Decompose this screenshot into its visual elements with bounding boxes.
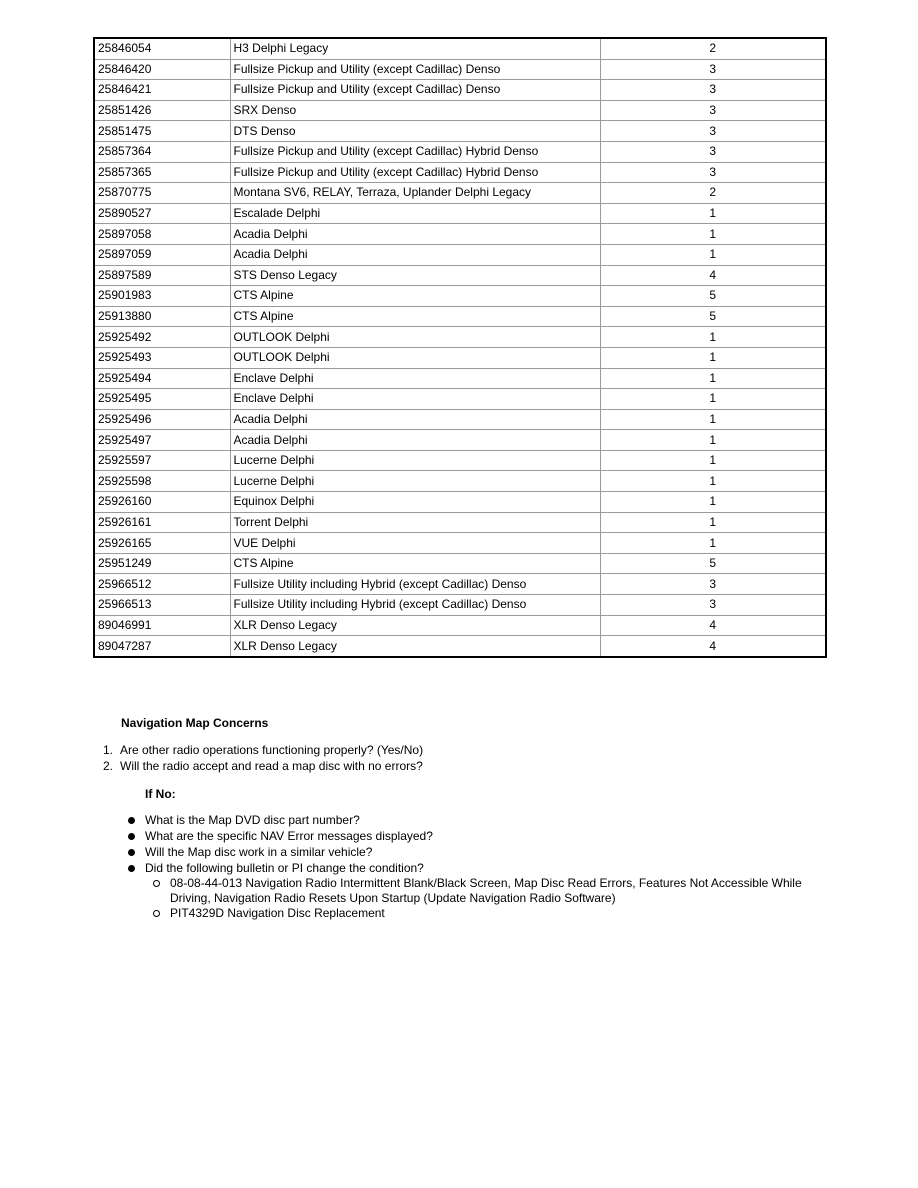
part-number-cell: 25951249 — [94, 553, 230, 574]
bullet-icon — [128, 865, 135, 872]
table-row — [94, 368, 826, 389]
description-cell: STS Denso Legacy — [230, 265, 600, 286]
description-cell: Fullsize Pickup and Utility (except Cadillac) Denso — [230, 80, 600, 101]
description-cell: VUE Delphi — [230, 533, 600, 554]
if-no-label: If No: — [145, 787, 176, 801]
table-row — [94, 327, 826, 348]
part-number-cell: 25857365 — [94, 162, 230, 183]
description-cell: Equinox Delphi — [230, 492, 600, 513]
table-row — [94, 574, 826, 595]
part-number-cell: 25851426 — [94, 100, 230, 121]
question-text: Will the radio accept and read a map disc with no errors? — [120, 759, 423, 773]
table-row — [94, 183, 826, 204]
parts-table — [93, 37, 827, 658]
description-cell: Lucerne Delphi — [230, 471, 600, 492]
table-row — [94, 595, 826, 616]
part-number-cell: 25966512 — [94, 574, 230, 595]
table-row — [94, 471, 826, 492]
hollow-bullet-icon — [153, 910, 160, 917]
description-cell: Acadia Delphi — [230, 244, 600, 265]
quantity-cell: 5 — [600, 286, 826, 307]
table-row — [94, 512, 826, 533]
table-row — [94, 203, 826, 224]
sub-items-list — [145, 876, 918, 921]
quantity-cell: 4 — [600, 636, 826, 657]
table-row — [94, 636, 826, 657]
description-cell: XLR Denso Legacy — [230, 636, 600, 657]
table-row — [94, 244, 826, 265]
description-cell: OUTLOOK Delphi — [230, 347, 600, 368]
part-number-cell: 25846054 — [94, 38, 230, 59]
description-cell: Escalade Delphi — [230, 203, 600, 224]
description-cell: Fullsize Pickup and Utility (except Cadillac) Hybrid Denso — [230, 141, 600, 162]
parts-table-body — [94, 38, 826, 657]
description-cell: Acadia Delphi — [230, 409, 600, 430]
quantity-cell: 2 — [600, 38, 826, 59]
table-row — [94, 347, 826, 368]
part-number-cell: 25901983 — [94, 286, 230, 307]
question-item — [0, 742, 423, 758]
quantity-cell: 3 — [600, 574, 826, 595]
check-text: Will the Map disc work in a similar vehicle? — [145, 845, 373, 859]
part-number-cell: 25925497 — [94, 430, 230, 451]
quantity-cell: 3 — [600, 121, 826, 142]
quantity-cell: 1 — [600, 512, 826, 533]
check-text: What is the Map DVD disc part number? — [145, 813, 360, 827]
hollow-bullet-icon — [153, 880, 160, 887]
part-number-cell: 89046991 — [94, 615, 230, 636]
quantity-cell: 3 — [600, 100, 826, 121]
part-number-cell: 25926161 — [94, 512, 230, 533]
check-item — [0, 812, 918, 828]
table-row — [94, 615, 826, 636]
part-number-cell: 25890527 — [94, 203, 230, 224]
check-text: What are the specific NAV Error messages displayed? — [145, 829, 433, 843]
question-number: 1. — [103, 743, 114, 757]
part-number-cell: 25846421 — [94, 80, 230, 101]
quantity-cell: 1 — [600, 347, 826, 368]
description-cell: Fullsize Pickup and Utility (except Cadillac) Hybrid Denso — [230, 162, 600, 183]
section-heading: Navigation Map Concerns — [121, 716, 269, 730]
part-number-cell: 25925492 — [94, 327, 230, 348]
description-cell: Fullsize Pickup and Utility (except Cadillac) Denso — [230, 59, 600, 80]
quantity-cell: 5 — [600, 553, 826, 574]
table-row — [94, 141, 826, 162]
description-cell: CTS Alpine — [230, 286, 600, 307]
part-number-cell: 25897589 — [94, 265, 230, 286]
part-number-cell: 25897059 — [94, 244, 230, 265]
description-cell: Montana SV6, RELAY, Terraza, Uplander Delphi Legacy — [230, 183, 600, 204]
description-cell: XLR Denso Legacy — [230, 615, 600, 636]
table-row — [94, 389, 826, 410]
bullet-icon — [128, 833, 135, 840]
part-number-cell: 25857364 — [94, 141, 230, 162]
quantity-cell: 1 — [600, 533, 826, 554]
quantity-cell: 1 — [600, 492, 826, 513]
checks-list — [0, 812, 918, 921]
part-number-cell: 25851475 — [94, 121, 230, 142]
table-row — [94, 450, 826, 471]
question-text: Are other radio operations functioning properly? (Yes/No) — [120, 743, 424, 757]
quantity-cell: 1 — [600, 244, 826, 265]
quantity-cell: 1 — [600, 450, 826, 471]
part-number-cell: 25926165 — [94, 533, 230, 554]
part-number-cell: 25925494 — [94, 368, 230, 389]
sub-item-text: 08-08-44-013 Navigation Radio Intermittent Blank/Black Screen, Map Disc Read Errors, Features Not Accessible While Driving, Navigation Radio Resets Upon Startup (Update Navigation Radio Software) — [170, 876, 802, 905]
table-row — [94, 162, 826, 183]
quantity-cell: 3 — [600, 59, 826, 80]
table-row — [94, 80, 826, 101]
part-number-cell: 25925496 — [94, 409, 230, 430]
table-row — [94, 409, 826, 430]
table-row — [94, 553, 826, 574]
part-number-cell: 25925493 — [94, 347, 230, 368]
table-row — [94, 100, 826, 121]
part-number-cell: 25870775 — [94, 183, 230, 204]
part-number-cell: 25925598 — [94, 471, 230, 492]
table-row — [94, 492, 826, 513]
table-row — [94, 265, 826, 286]
table-row — [94, 121, 826, 142]
table-row — [94, 59, 826, 80]
quantity-cell: 3 — [600, 141, 826, 162]
part-number-cell: 25913880 — [94, 306, 230, 327]
table-row — [94, 430, 826, 451]
table-row — [94, 38, 826, 59]
quantity-cell: 3 — [600, 162, 826, 183]
bullet-icon — [128, 817, 135, 824]
sub-item — [145, 876, 820, 906]
part-number-cell: 25846420 — [94, 59, 230, 80]
description-cell: Enclave Delphi — [230, 389, 600, 410]
sub-item — [145, 906, 820, 921]
quantity-cell: 4 — [600, 615, 826, 636]
description-cell: Acadia Delphi — [230, 224, 600, 245]
part-number-cell: 89047287 — [94, 636, 230, 657]
table-row — [94, 306, 826, 327]
quantity-cell: 5 — [600, 306, 826, 327]
quantity-cell: 1 — [600, 430, 826, 451]
quantity-cell: 3 — [600, 595, 826, 616]
description-cell: Acadia Delphi — [230, 430, 600, 451]
description-cell: SRX Denso — [230, 100, 600, 121]
description-cell: Fullsize Utility including Hybrid (except Cadillac) Denso — [230, 574, 600, 595]
quantity-cell: 4 — [600, 265, 826, 286]
check-item — [0, 828, 918, 844]
bullet-icon — [128, 849, 135, 856]
description-cell: Lucerne Delphi — [230, 450, 600, 471]
check-item — [0, 860, 918, 921]
quantity-cell: 1 — [600, 471, 826, 492]
quantity-cell: 2 — [600, 183, 826, 204]
question-item — [0, 758, 423, 774]
sub-item-text: PIT4329D Navigation Disc Replacement — [170, 906, 385, 920]
quantity-cell: 1 — [600, 327, 826, 348]
quantity-cell: 1 — [600, 409, 826, 430]
description-cell: DTS Denso — [230, 121, 600, 142]
part-number-cell: 25926160 — [94, 492, 230, 513]
description-cell: CTS Alpine — [230, 553, 600, 574]
description-cell: CTS Alpine — [230, 306, 600, 327]
table-row — [94, 533, 826, 554]
part-number-cell: 25897058 — [94, 224, 230, 245]
quantity-cell: 1 — [600, 368, 826, 389]
description-cell: H3 Delphi Legacy — [230, 38, 600, 59]
part-number-cell: 25966513 — [94, 595, 230, 616]
check-text: Did the following bulletin or PI change the condition? — [145, 861, 424, 875]
description-cell: Fullsize Utility including Hybrid (except Cadillac) Denso — [230, 595, 600, 616]
quantity-cell: 1 — [600, 389, 826, 410]
description-cell: Enclave Delphi — [230, 368, 600, 389]
part-number-cell: 25925597 — [94, 450, 230, 471]
quantity-cell: 3 — [600, 80, 826, 101]
table-row — [94, 286, 826, 307]
quantity-cell: 1 — [600, 224, 826, 245]
question-number: 2. — [103, 759, 114, 773]
questions-list — [0, 742, 423, 774]
quantity-cell: 1 — [600, 203, 826, 224]
description-cell: Torrent Delphi — [230, 512, 600, 533]
part-number-cell: 25925495 — [94, 389, 230, 410]
table-row — [94, 224, 826, 245]
check-item — [0, 844, 918, 860]
description-cell: OUTLOOK Delphi — [230, 327, 600, 348]
